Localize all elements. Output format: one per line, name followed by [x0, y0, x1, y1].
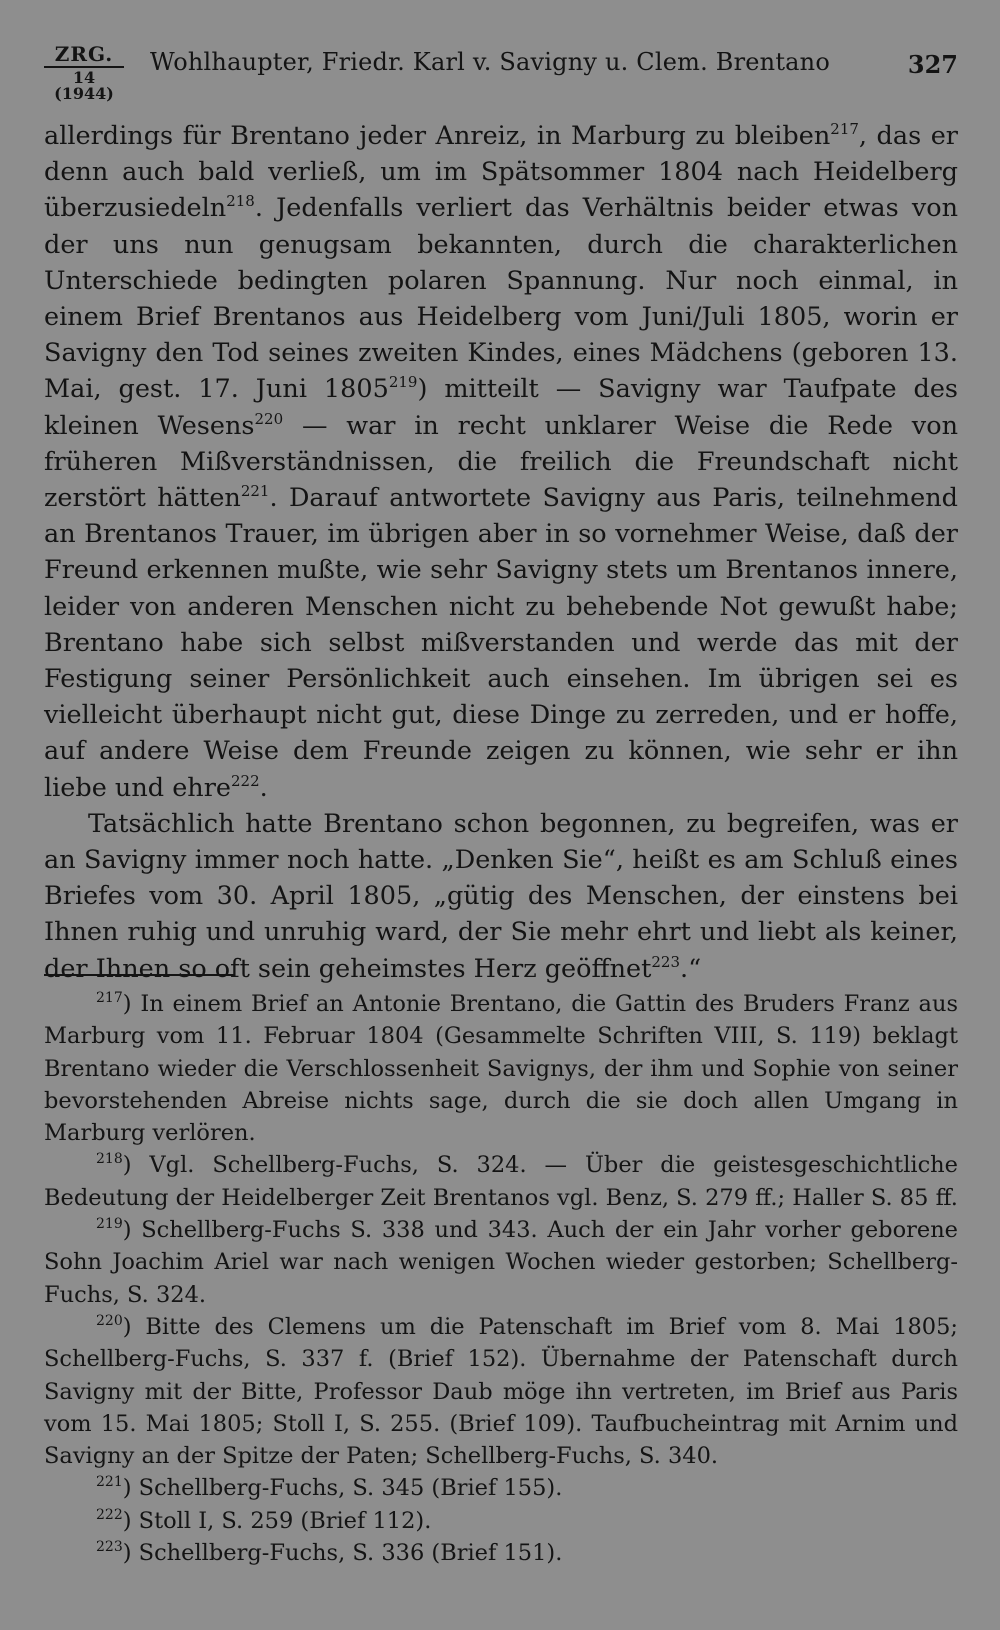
- page-number: 327: [907, 50, 958, 79]
- footnote-marker: 222: [96, 1506, 123, 1523]
- text-run: , das er denn auch bald verließ, um im Spätsommer 1804 nach Heidelberg überzusiedeln: [44, 121, 958, 224]
- footnote-number: [96, 1475, 123, 1501]
- footnote-text: ) Stoll I, S. 259 (Brief 112).: [122, 1507, 432, 1534]
- journal-volume: 14 (1944): [54, 68, 114, 103]
- paragraph-2: [44, 806, 958, 987]
- footnote-ref: 219: [388, 373, 418, 392]
- footnote-number: [96, 1217, 123, 1243]
- footnote-text: ) Schellberg-Fuchs, S. 336 (Brief 151).: [122, 1540, 563, 1567]
- footnote-marker: 223: [96, 1539, 123, 1556]
- footnote-marker: 218: [96, 1151, 123, 1168]
- footnote-text: ) Schellberg-Fuchs S. 338 und 343. Auch der ein Jahr vorher geborene Sohn Joachim Ariel war nach wenigen Wochen wieder gestorben; Schellberg-Fuchs, S. 324.: [44, 1217, 958, 1308]
- footnote-text: ) Vgl. Schellberg-Fuchs, S. 324. — Über die geistesgeschichtliche Bedeutung der Heidelberger Zeit Brentanos vgl. Benz, S. 279 ff.; Haller S. 85 ff.: [44, 1152, 958, 1211]
- footnote-222: [44, 1505, 958, 1537]
- main-text: [44, 118, 958, 987]
- footnote-ref: 222: [231, 771, 260, 790]
- footnote-219: [44, 1214, 958, 1311]
- text-run: allerdings für Brentano jeder Anreiz, in Marburg zu bleiben: [44, 121, 831, 151]
- footnote-text: ) Schellberg-Fuchs, S. 345 (Brief 155).: [122, 1475, 563, 1502]
- footnote-217: [44, 988, 958, 1149]
- footnote-marker: 221: [96, 1474, 123, 1491]
- text-run: . Darauf antwortete Savigny aus Paris, teilnehmend an Brentanos Trauer, im übrigen aber in so vornehmer Weise, daß der Freund erkennen mußte, wie sehr Savigny stets um Brentanos innere, leider von anderen Menschen nicht zu behebende Not gewußt habe; Brentano habe sich selbst mißverstanden und werde das mit der Festigung seiner Persönlichkeit auch einsehen. Im übrigen sei es vielleicht überhaupt nicht gut, diese Dinge zu zerreden, und er hoffe, auf andere Weise dem Freunde zeigen zu können, wie sehr er ihn liebe und ehre: [44, 483, 958, 803]
- running-title: Wohlhaupter, Friedr. Karl v. Savigny u. Clem. Brentano: [150, 48, 830, 76]
- page-header: [44, 40, 958, 103]
- footnote-text: ) In einem Brief an Antonie Brentano, die Gattin des Bruders Franz aus Marburg vom 11. Februar 1804 (Gesammelte Schriften VIII, S. 119) beklagt Brentano wieder die Verschlossenheit Savignys, der ihm und Sophie von seiner bevorstehenden Abreise nichts sage, durch die sie doch allen Umgang in Marburg verlören.: [44, 991, 958, 1147]
- journal-reference: [44, 44, 124, 102]
- paragraph-1: [44, 118, 958, 806]
- footnote-number: [96, 1314, 123, 1340]
- footnote-218: [44, 1149, 958, 1214]
- footnote-ref: 218: [226, 192, 255, 211]
- footnote-marker: 220: [96, 1312, 123, 1329]
- footnote-ref: 223: [651, 952, 681, 971]
- footnote-text: ) Bitte des Clemens um die Patenschaft im Brief vom 8. Mai 1805; Schellberg-Fuchs, S. 337 f. (Brief 152). Übernahme der Patenschaft durch Savigny mit der Bitte, Professor Daub möge ihn vertreten, im Brief aus Paris vom 15. Mai 1805; Stoll I, S. 255. (Brief 109). Taufbucheintrag mit Arnim und Savigny an der Spitze der Paten; Schellberg-Fuchs, S. 340.: [44, 1313, 958, 1470]
- footnote-ref: 220: [254, 409, 284, 428]
- journal-abbreviation: ZRG.: [54, 42, 114, 66]
- footnote-220: [44, 1311, 958, 1472]
- footnotes: [44, 988, 958, 1569]
- text-run: ) mitteilt — Savigny war Taufpate des kleinen Wesens: [44, 374, 958, 441]
- footnote-221: [44, 1472, 958, 1504]
- footnote-ref: 221: [240, 482, 270, 501]
- text-run: — war in recht unklarer Weise die Rede von früheren Mißverständnissen, die freilich die Freundschaft nicht zerstört hätten: [44, 410, 958, 514]
- footnote-number: [96, 1508, 123, 1534]
- text-run: . Jedenfalls verliert das Verhältnis beider etwas von der uns nun genugsam bekannten, durch die charakterlichen Unterschiede bedingten polaren Spannung. Nur noch einmal, in einem Brief Brentanos aus Heidelberg vom Juni/Juli 1805, worin er Savigny den Tod seines zweiten Kindes, eines Mädchens (geboren 13. Mai, gest. 17. Juni 1805: [44, 193, 958, 405]
- footnote-number: [96, 1152, 123, 1178]
- footnote-223: [44, 1537, 958, 1569]
- footnote-number: [96, 991, 123, 1017]
- footnote-number: [96, 1540, 123, 1566]
- footnote-ref: 217: [830, 120, 859, 138]
- footnote-marker: 217: [96, 990, 123, 1006]
- text-run: Tatsächlich hatte Brentano schon begonnen, zu begreifen, was er an Savigny immer noch hatte. „Denken Sie“, heißt es am Schluß eines Briefes vom 30. April 1805, „gütig des Menschen, der einstens bei Ihnen ruhig und unruhig ward, der Sie mehr ehrt und liebt als keiner, der Ihnen so oft sein geheimstes Herz geöffnet: [44, 808, 958, 984]
- text-run: .: [259, 772, 268, 803]
- footnote-divider: [44, 974, 234, 976]
- footnote-marker: 219: [96, 1216, 123, 1233]
- text-run: .“: [680, 953, 702, 984]
